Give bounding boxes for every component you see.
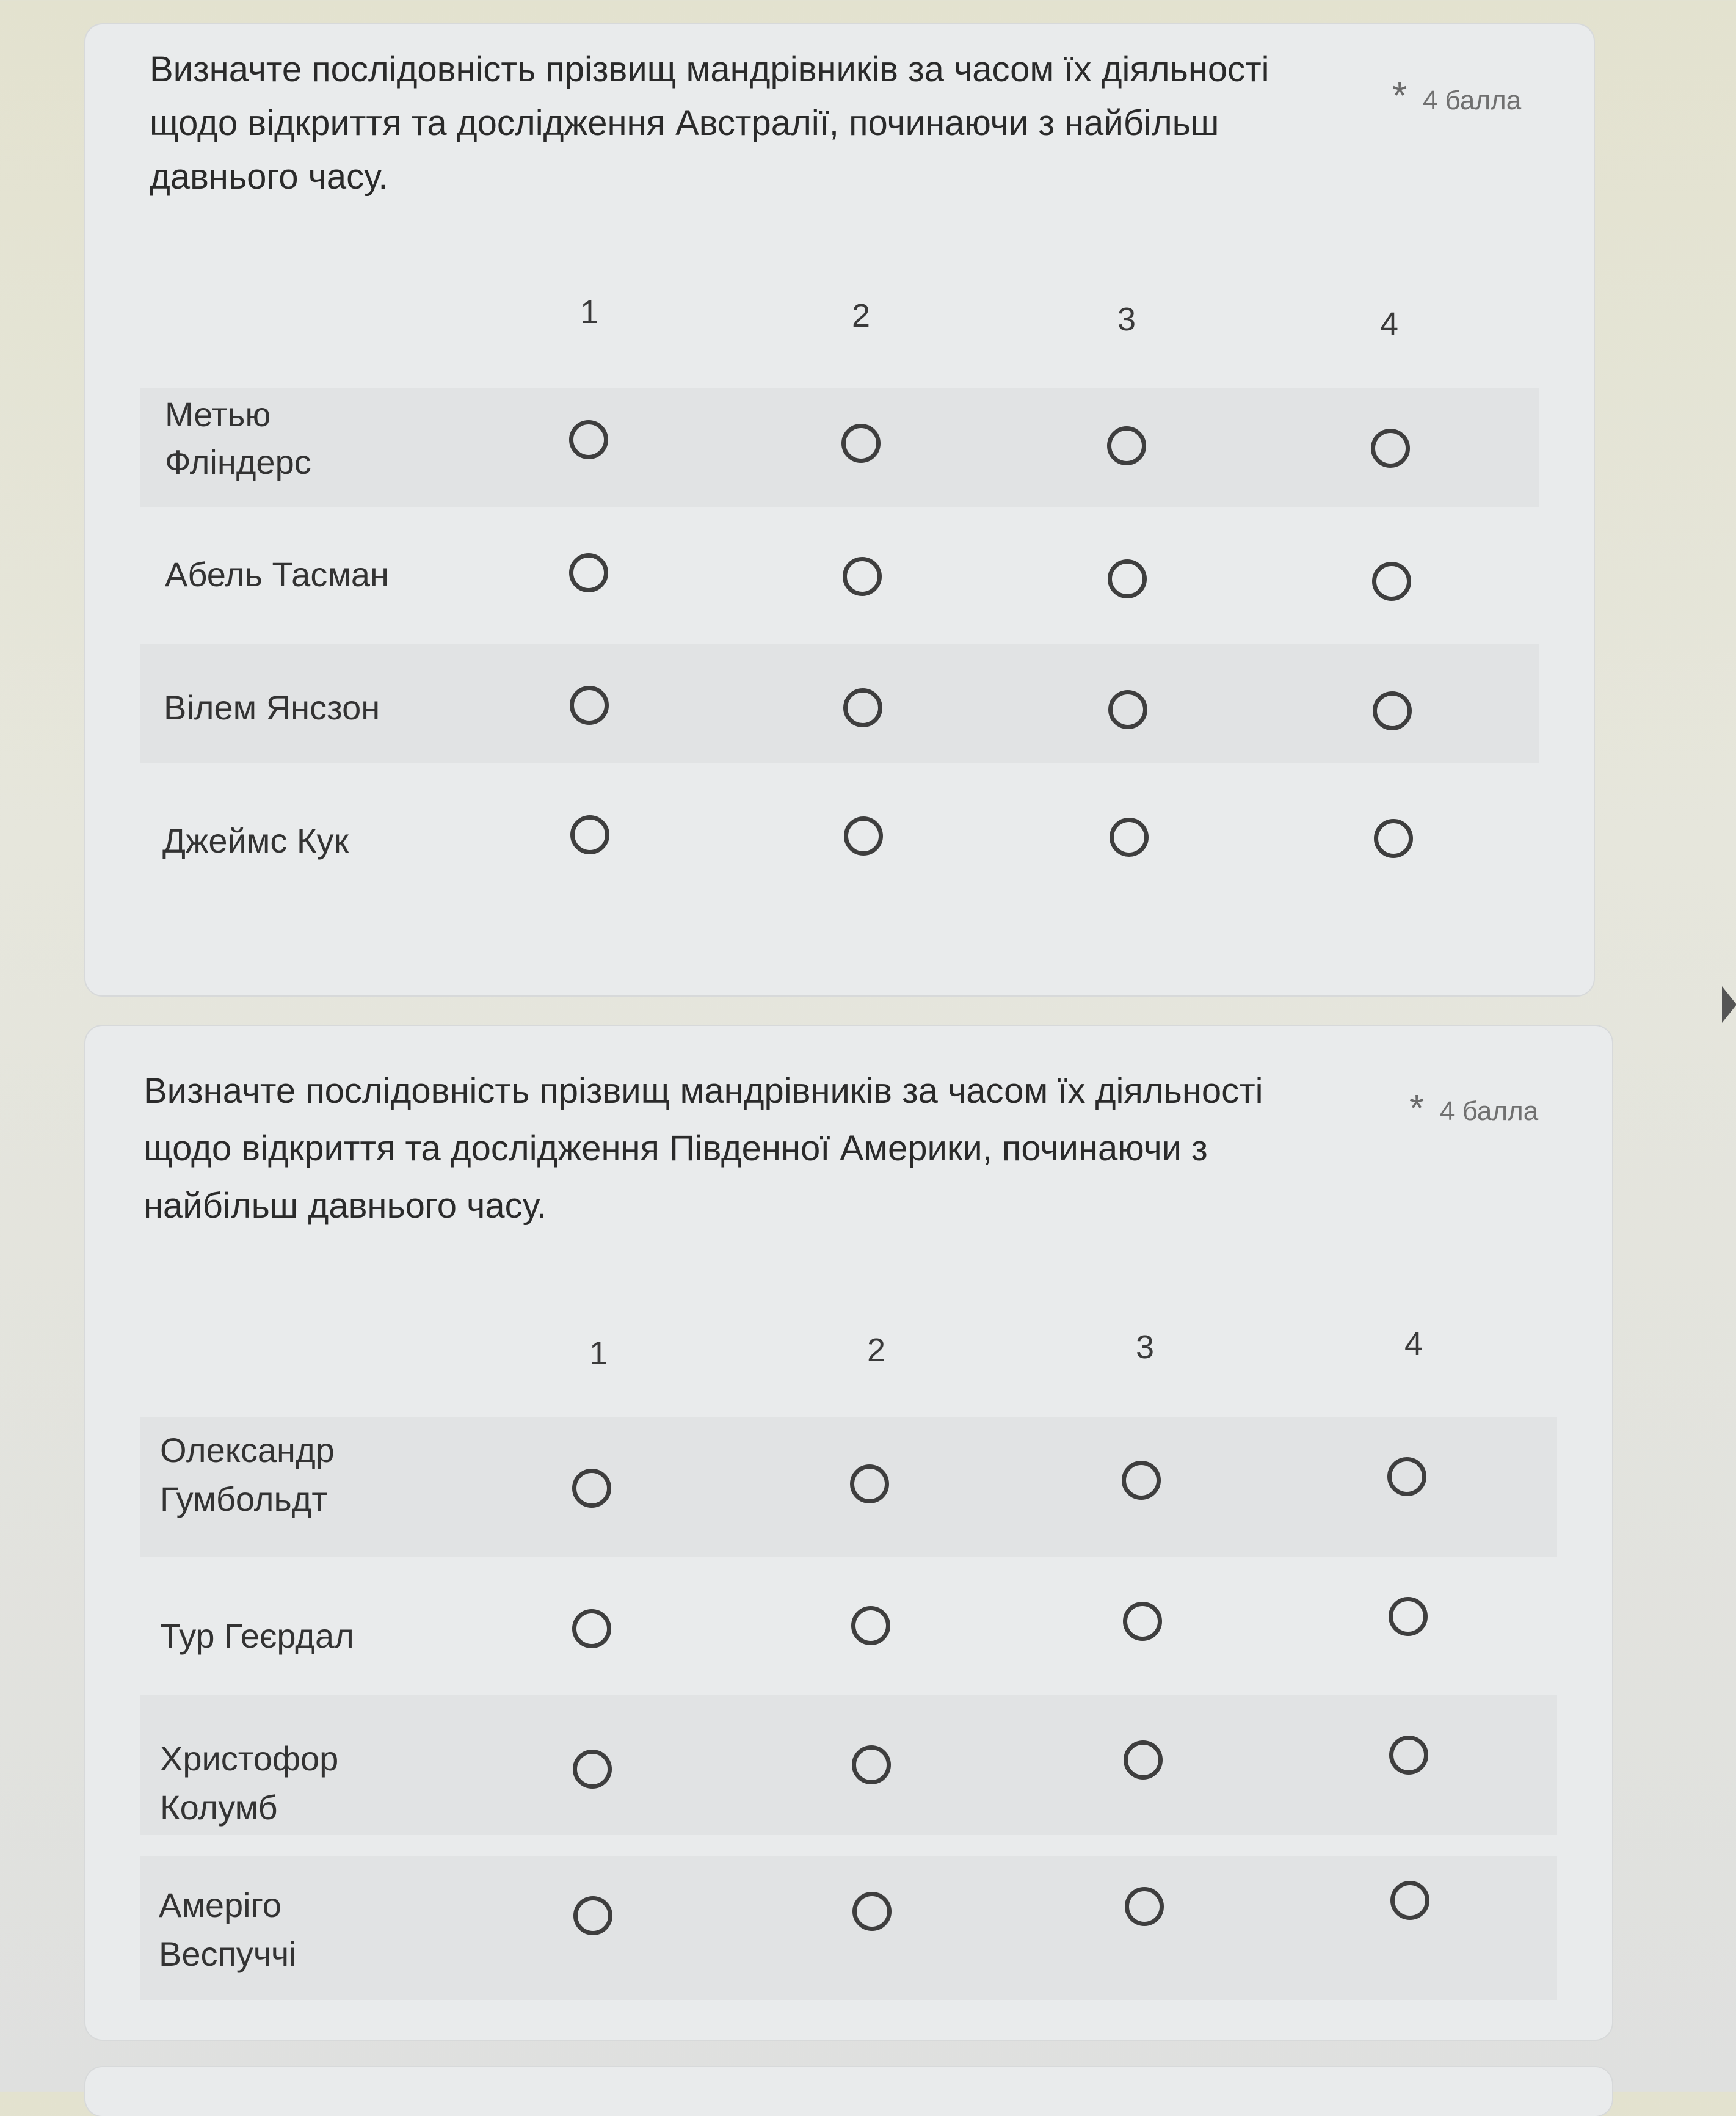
mouse-cursor-icon (1722, 986, 1736, 1023)
row-label-line: Колумб (160, 1788, 278, 1827)
radio-flinders-1[interactable] (569, 420, 608, 459)
radio-janszoon-4[interactable] (1373, 691, 1412, 730)
row-label-line: Олександр (160, 1431, 335, 1469)
radio-tasman-2[interactable] (843, 557, 882, 596)
radio-vespucci-1[interactable] (573, 1896, 612, 1935)
radio-heyerdahl-2[interactable] (851, 1606, 890, 1645)
next-question-card (85, 2067, 1612, 2116)
required-asterisk: * (1392, 75, 1407, 117)
radio-vespucci-2[interactable] (852, 1892, 892, 1931)
question-title-line: Визначте послідовність прізвищ мандрівників за часом їх діяльності (143, 1071, 1263, 1111)
radio-janszoon-1[interactable] (570, 686, 609, 725)
radio-cook-2[interactable] (844, 816, 883, 856)
radio-humboldt-3[interactable] (1122, 1461, 1161, 1500)
question-card-australia (85, 24, 1594, 995)
row-label-line: Абель Тасман (165, 555, 389, 594)
row-label-heyerdahl (160, 1612, 354, 1660)
row-label-cook (162, 817, 349, 865)
points-label: 4 балла (1440, 1096, 1539, 1126)
radio-tasman-4[interactable] (1372, 562, 1411, 601)
question-title-line: найбільш давнього часу. (143, 1186, 547, 1226)
row-label-vespucci (159, 1881, 297, 1979)
radio-columbus-2[interactable] (852, 1745, 891, 1784)
radio-tasman-1[interactable] (569, 553, 608, 592)
radio-flinders-3[interactable] (1107, 426, 1146, 465)
question-card-south-america (85, 1026, 1612, 2040)
radio-humboldt-4[interactable] (1387, 1457, 1426, 1496)
row-label-line: Джеймс Кук (162, 821, 349, 860)
radio-janszoon-2[interactable] (843, 688, 882, 727)
column-header-3: 3 (1135, 1329, 1155, 1365)
radio-columbus-1[interactable] (573, 1750, 612, 1789)
radio-heyerdahl-1[interactable] (572, 1609, 611, 1648)
radio-humboldt-1[interactable] (572, 1469, 611, 1508)
radio-cook-1[interactable] (570, 815, 609, 854)
row-label-line: Тур Геєрдал (160, 1616, 354, 1655)
row-label-flinders (165, 391, 311, 486)
radio-cook-3[interactable] (1110, 818, 1149, 857)
radio-flinders-2[interactable] (841, 424, 881, 463)
radio-vespucci-3[interactable] (1125, 1887, 1164, 1926)
column-header-2: 2 (851, 297, 871, 334)
grid-row (140, 1856, 1557, 2000)
radio-columbus-3[interactable] (1124, 1740, 1163, 1780)
question-title-line: давнього часу. (150, 157, 388, 197)
column-header-3: 3 (1117, 301, 1136, 338)
row-label-columbus (160, 1734, 338, 1832)
radio-heyerdahl-4[interactable] (1389, 1597, 1428, 1636)
column-header-1: 1 (579, 294, 599, 330)
required-asterisk: * (1409, 1088, 1425, 1130)
column-header-4: 4 (1404, 1326, 1423, 1362)
grid-row (140, 388, 1539, 507)
radio-tasman-3[interactable] (1108, 559, 1147, 598)
radio-columbus-4[interactable] (1389, 1736, 1428, 1775)
row-label-line: Амеріго (159, 1886, 281, 1924)
question-title (150, 43, 1269, 204)
row-label-line: Гумбольдт (160, 1480, 327, 1518)
column-header-1: 1 (589, 1335, 608, 1372)
radio-flinders-4[interactable] (1371, 429, 1410, 468)
question-title-line: Визначте послідовність прізвищ мандрівників за часом їх діяльності (150, 49, 1269, 89)
row-label-line: Христофор (160, 1739, 339, 1778)
column-header-2: 2 (866, 1332, 886, 1369)
question-title-line: щодо відкриття та дослідження Південної Америки, починаючи з (143, 1129, 1208, 1168)
radio-vespucci-4[interactable] (1390, 1881, 1429, 1920)
radio-cook-4[interactable] (1374, 819, 1413, 858)
row-label-humboldt (160, 1426, 335, 1524)
question-title-line: щодо відкриття та дослідження Австралії, починаючи з найбільш (150, 103, 1219, 143)
radio-heyerdahl-3[interactable] (1123, 1602, 1162, 1641)
radio-janszoon-3[interactable] (1108, 690, 1147, 729)
row-label-janszoon (164, 684, 380, 732)
row-label-line: Веспуччі (159, 1935, 297, 1973)
points-label: 4 балла (1423, 85, 1522, 115)
column-header-4: 4 (1379, 306, 1399, 343)
radio-humboldt-2[interactable] (850, 1464, 889, 1503)
row-label-line: Вілем Янсзон (164, 688, 380, 727)
row-label-line: Фліндерс (165, 443, 311, 481)
row-label-tasman (165, 551, 389, 598)
question-title (143, 1063, 1263, 1235)
grid-row (140, 1417, 1557, 1557)
grid-row (140, 1695, 1557, 1835)
row-label-line: Метью (165, 395, 271, 434)
